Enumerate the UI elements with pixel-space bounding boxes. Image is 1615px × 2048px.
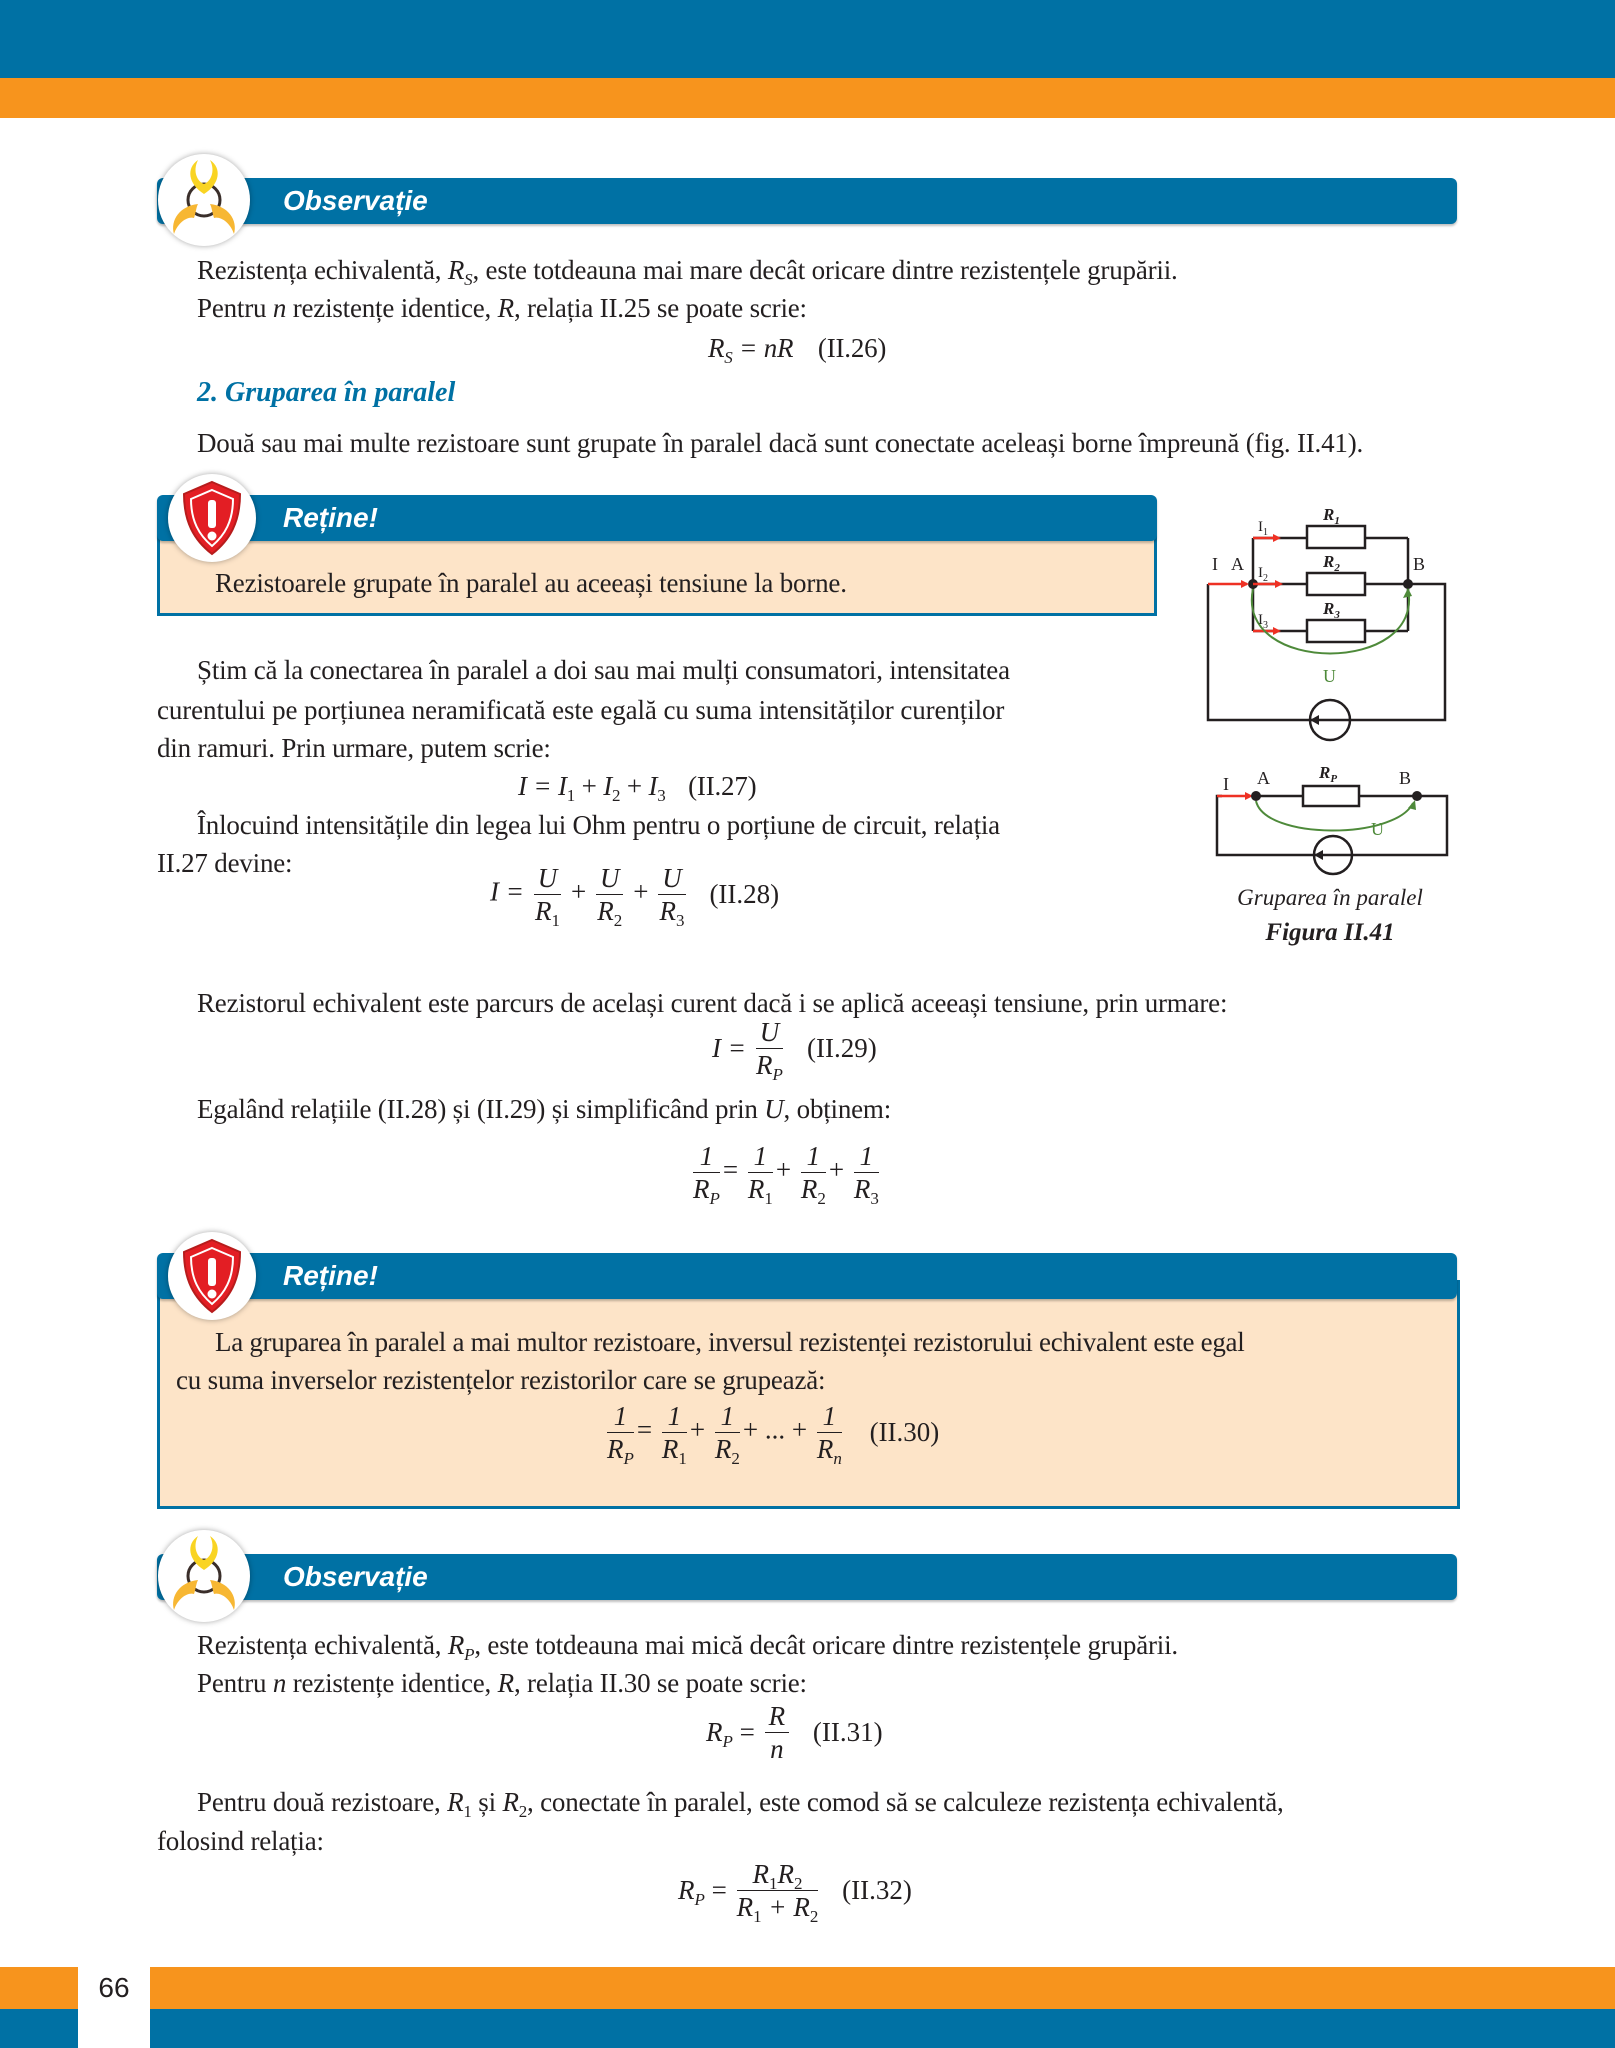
equation-label: (II.32) — [842, 1875, 912, 1905]
denominator: n — [770, 1734, 784, 1764]
alert-shield-icon — [168, 1232, 256, 1320]
sub: 1 — [764, 1189, 773, 1208]
label-rp: $R_P$ — [1319, 763, 1338, 785]
numerator: $R_1R_2$ — [737, 1858, 819, 1891]
lhs: I = — [490, 876, 524, 907]
sub: 2 — [611, 786, 621, 805]
numerator: 1 — [817, 1400, 842, 1433]
var: R — [661, 1434, 679, 1464]
equation-label: (II.27) — [688, 771, 757, 801]
para2-line-2: II.27 devine: — [157, 848, 293, 878]
text: , relația II.30 se poate scrie: — [513, 1668, 807, 1698]
ellipsis: ... — [764, 1414, 786, 1445]
equation-label: (II.30) — [869, 1417, 940, 1447]
fraction — [747, 1140, 773, 1208]
label-voltage-u: U — [1323, 666, 1336, 686]
numerator: 1 — [854, 1140, 879, 1173]
numerator: U — [596, 862, 624, 895]
text: , conectate în paralel, este comod să se calculeze rezistența echivalentă, — [527, 1787, 1284, 1817]
var: R — [816, 1434, 834, 1464]
sub: 3 — [657, 786, 666, 805]
section-intro: Două sau mai multe rezistoare sunt grupate în paralel dacă sunt conectate aceleași borne împreună (fig. II.41). — [197, 428, 1364, 458]
numerator: 1 — [662, 1400, 687, 1433]
text: , obținem: — [783, 1094, 892, 1124]
header-orange-band — [0, 78, 1615, 118]
numerator: 1 — [715, 1400, 740, 1433]
retine-text: Rezistoarele grupate în paralel au aceeași tensiune la borne. — [215, 568, 847, 598]
fraction — [756, 1016, 784, 1084]
formula-II-32: $R_P$ = $\frac{R_1R_2}{R_1 + R_2}$ (II.32) — [678, 1859, 912, 1926]
text: , relația II.25 se poate scrie: — [513, 293, 807, 323]
formula-II-27: $I = I_1 + I_2 + I_3$ (II.27) — [518, 771, 757, 805]
var: R — [597, 896, 614, 926]
sub: 2 — [817, 1189, 826, 1208]
fraction — [765, 1700, 790, 1765]
text: , este totdeauna mai mică decât oricare dintre rezistențele grupării. — [474, 1630, 1178, 1660]
lhs: I = — [518, 771, 552, 801]
sub: 2 — [518, 1802, 528, 1821]
fraction — [853, 1140, 879, 1208]
fraction — [736, 1858, 819, 1926]
node-b — [1403, 579, 1413, 589]
formula-reciprocal-sum: $\frac{1}{R_P}$ = $\frac{1}{R_1}$ + $\frac{1}{R_2}$ + $\frac{1}{R_3}$ — [693, 1141, 879, 1208]
retine-title: Reține! — [283, 502, 378, 533]
label-r1: $R_1$ — [1323, 505, 1340, 527]
var: R — [659, 896, 676, 926]
numerator: 1 — [801, 1140, 826, 1173]
label-current-i: I — [1212, 554, 1218, 574]
sub: 1 — [463, 1802, 472, 1821]
observation-title: Observație — [283, 1561, 428, 1592]
var: R — [756, 1050, 773, 1080]
fraction — [596, 862, 624, 930]
para1-line-1: Știm că la conectarea în paralel a doi sau mai mulți consumatori, intensitatea — [197, 655, 1010, 685]
var: R — [747, 1174, 765, 1204]
para1-line-3: din ramuri. Prin urmare, putem scrie: — [157, 733, 551, 763]
sub: 3 — [675, 911, 685, 930]
fraction — [714, 1400, 740, 1468]
retine-line-1: La gruparea în paralel a mai multor rezistoare, inversul rezistenței rezistorului echivalent este egal — [215, 1327, 1245, 1357]
var: I — [557, 771, 567, 801]
label-r3: $R_3$ — [1323, 599, 1340, 621]
footer-blue-band — [0, 2009, 1615, 2048]
sub: n — [833, 1449, 842, 1468]
observation-line-1 — [197, 254, 1178, 289]
numerator: U — [534, 862, 562, 895]
fraction — [816, 1400, 842, 1468]
sub: 1 — [551, 911, 560, 930]
formula-II-31: $R_P$ = $\frac{R}{n}$ (II.31) — [706, 1701, 883, 1764]
equation-label: (II.26) — [817, 333, 887, 363]
node-b — [1412, 791, 1422, 801]
var: I — [648, 771, 658, 801]
var: R — [706, 1717, 723, 1747]
para3-line-2 — [197, 1093, 891, 1125]
sub: P — [772, 1065, 783, 1084]
formula-II-26 — [708, 332, 887, 367]
figure-caption: Gruparea în paralel — [1237, 885, 1423, 910]
footer-orange-band — [0, 1967, 1615, 2009]
label-node-a: A — [1257, 768, 1270, 788]
label-r2: $R_2$ — [1323, 552, 1340, 574]
sub: P — [623, 1449, 634, 1468]
sub: P — [722, 1732, 733, 1751]
formula-II-30: $\frac{1}{R_P}$ = $\frac{1}{R_1}$ + $\frac{1}{R_2}$ + ... + $\frac{1}{R_n}$ (II.30) — [607, 1401, 940, 1468]
para4-line-2: folosind relația: — [157, 1826, 324, 1856]
var: R — [607, 1434, 624, 1464]
observation-title: Observație — [283, 185, 428, 216]
retine-title: Reține! — [283, 1260, 378, 1291]
alert-shield-icon — [168, 474, 256, 562]
var: R — [497, 1668, 514, 1698]
label-node-b: B — [1399, 768, 1412, 788]
fraction — [661, 1400, 687, 1468]
var: R — [447, 1630, 465, 1660]
text: , este totdeauna mai mare decât oricare dintre rezistențele grupării. — [472, 255, 1178, 285]
label-voltage-u: U — [1371, 819, 1384, 839]
text: Pentru două rezistoare, — [197, 1787, 448, 1817]
var: R — [800, 1174, 818, 1204]
label-i3: $I_3$ — [1258, 612, 1268, 631]
var: n — [272, 1668, 287, 1698]
fraction — [800, 1140, 826, 1208]
text: Rezistența echivalentă, — [197, 255, 448, 285]
label-i2: $I_2$ — [1258, 565, 1268, 584]
sub: 2 — [613, 911, 623, 930]
label-current-i: I — [1223, 774, 1229, 794]
var: R — [708, 333, 725, 363]
sub: 3 — [870, 1189, 879, 1208]
numerator: U — [756, 1016, 784, 1049]
sub: S — [464, 270, 473, 289]
sub: S — [724, 348, 733, 367]
observation-line-2 — [197, 1667, 807, 1699]
numerator: 1 — [693, 1140, 720, 1173]
figure-II-41 — [1195, 495, 1465, 955]
var: n — [272, 293, 287, 323]
equivalent-circuit-diagram — [1195, 750, 1465, 890]
sub: 1 — [566, 786, 576, 805]
biohazard-icon — [158, 1530, 250, 1622]
numerator: U — [658, 862, 686, 895]
numerator: 1 — [748, 1140, 773, 1173]
var: R — [678, 1875, 695, 1905]
sub: P — [464, 1645, 475, 1664]
var: R — [447, 255, 465, 285]
var: R — [853, 1174, 871, 1204]
equation-label: (II.29) — [806, 1033, 877, 1063]
page-number: 66 — [98, 1972, 130, 2003]
sub: P — [694, 1890, 705, 1909]
var: R — [534, 896, 552, 926]
equation-label: (II.28) — [709, 879, 780, 909]
figure-label: Figura II.41 — [1265, 919, 1395, 946]
header-blue-band — [0, 0, 1615, 78]
formula-II-29 — [712, 1016, 877, 1084]
numerator: 1 — [607, 1400, 634, 1433]
var: R — [447, 1787, 464, 1817]
denominator: $R_1 + R_2$ — [736, 1892, 819, 1926]
text: Pentru — [197, 293, 273, 323]
label-node-a: A — [1231, 554, 1244, 574]
numerator: R — [765, 1700, 790, 1733]
fraction — [534, 862, 562, 930]
para4-line-1 — [197, 1786, 1284, 1821]
rhs: = nR — [739, 333, 794, 363]
text: Pentru — [197, 1668, 273, 1698]
label-node-b: B — [1413, 554, 1426, 574]
var: I — [603, 771, 612, 801]
fraction — [693, 1140, 720, 1208]
sub: 1 — [678, 1449, 687, 1468]
text: Egalând relațiile (II.28) și (II.29) și simplificând prin — [197, 1094, 765, 1124]
observation-line-2 — [197, 292, 807, 324]
retine-line-2: cu suma inverselor rezistențelor rezistorilor care se grupează: — [176, 1365, 826, 1395]
node-a — [1251, 791, 1261, 801]
text: rezistențe identice, — [286, 293, 498, 323]
var: R — [502, 1787, 519, 1817]
var: R — [714, 1434, 732, 1464]
var: U — [764, 1094, 784, 1124]
section-heading: 2. Gruparea în paralel — [197, 377, 456, 408]
text: și — [471, 1787, 503, 1817]
sub: P — [709, 1189, 720, 1208]
para2-line-1: Înlocuind intensitățile din legea lui Ohm pentru o porțiune de circuit, relația — [197, 810, 1000, 840]
text: rezistențe identice, — [286, 1668, 498, 1698]
label-i1: $I_1$ — [1258, 519, 1268, 538]
fraction — [658, 862, 686, 930]
equation-label: (II.31) — [812, 1717, 883, 1747]
var: R — [693, 1174, 710, 1204]
formula-II-28: I = $\frac{U}{R_1}$ + $\frac{U}{R_2}$ + $\frac{U}{R_3}$ (II.28) — [490, 863, 780, 930]
fraction — [607, 1400, 634, 1468]
text: Rezistența echivalentă, — [197, 1630, 448, 1660]
lhs: I = — [712, 1033, 746, 1063]
para1-line-2: curentului pe porțiunea neramificată este egală cu suma intensităților curenților — [157, 695, 1005, 725]
observation-line-1 — [197, 1629, 1178, 1664]
biohazard-icon — [158, 154, 250, 246]
para3-line-1: Rezistorul echivalent este parcurs de același curent dacă i se aplică aceeași tensiune, prin urmare: — [197, 988, 1228, 1018]
sub: 2 — [731, 1449, 740, 1468]
var: R — [497, 293, 514, 323]
